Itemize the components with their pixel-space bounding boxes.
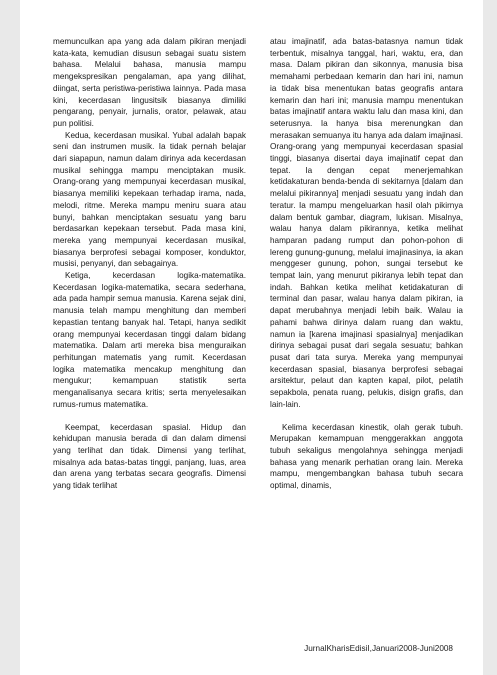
paragraph-logical-mathematical: Ketiga, kecerdasan logika-matematika. Kecerdasan logika-matematika, secara sederhana, ada pada hampir semua manusia. Karena sejak dini, manusia telah mampu menghitung dan memberi kepastian tentang banyak hal. Tetapi, hanya sedikit orang mempunyai kecerdasan tinggi dalam bidang matematika. Dalam arti mereka bisa menguraikan perhitungan matematis yang rumit. Kecerdasan logika matematika mencakup menghitung dan mengukur; kemampuan statistik serta menganalisanya secara kritis; serta menyelesaikan rumus-rumus matematika. [53,271,246,409]
paragraph-kinesthetic: Kelima kecerdasan kinestik, olah gerak tubuh. Merupakan kemampuan menggerakkan anggota tubuh sekaligus mengolahnya sehingga menjadi bahasa yang menarik perhatian orang lain. Mereka mampu, mengembangkan bahasa tubuh secara optimal, dinamis, [270,422,463,491]
paragraph-musical: Kedua, kecerdasan musikal. Yubal adalah bapak seni dan instrumen musik. Ia tidak pernah belajar dari siapapun, namun dalam dirinya ada kecerdasan musikal sehingga mampu menciptakan musik. Orang-orang yang mempunyai kecerdasan musikal, biasanya memiliki kepekaan terhadap irama, nada, melodi, ritme. Mereka mampu meniru suara atau bunyi, bahkan menciptakan sesuatu yang baru berdasarkan kepekaan tersebut. Pada masa kini, mereka yang mempunyai kecerdasan musikal, biasanya berprofesi sebagai komposer, konduktor, musisi, penyanyi, dan sebagainya. [53,130,246,269]
paragraph-linguistic: memunculkan apa yang ada dalam pikiran menjadi kata-kata, kemudian disusun sebagai suatu sistem bahasa. Melalui bahasa, manusia mampu mengekspresikan pengalaman, apa yang dilihat, diingat, serta peristiwa-peristiwa lainnya. Pada masa kini, kecerdasan lingusitsik biasanya dimiliki pengarang, penyair, jurnalis, orator, pelawak, atau pun politisi. [53,37,246,128]
right-column [270,36,463,492]
journal-page [20,0,483,675]
page-footer: JurnalKharisEdisiI,Januari2008-Juni2008 [304,644,453,653]
paragraph-spatial-start: Keempat, kecerdasan spasial. Hidup dan kehidupan manusia berada di dan dalam dimensi yang terlihat dan tidak. Dimensi yang terlihat, misalnya ada batas-batas tinggi, panjang, luas, area dan arena yang terbatas secara geografis. Dimensi yang tidak terlihat [53,422,246,491]
left-column [53,36,246,492]
paragraph-spatial-continued: atau imajinatif, ada batas-batasnya namun tidak terbentuk, misalnya tanggal, hari, waktu, era, dan masa. Dalam pikiran dan sikonnya, manusia bisa memahami perbedaan kemarin dan hari ini, namun ia tidak bisa menentukan batas geografis antara kemarin dan hari ini; manusia mampu menentukan batas imajinatif antara waktu lalu dan masa kini, dan seterusnya. Ia hanya bisa merenungkan dan merasakan semuanya itu hanya ada dalam imajinasi. Orang-orang yang mempunyai kecerdasan spasial tinggi, biasanya disertai daya imajinatif cepat dan tepat. Ia dengan cepat menerjemahkan ketidakaturan benda-benda di sekitarnya [dalam dan melalui pikirannya] menjadi sesuatu yang indah dan teratur. Ia mampu mengeluarkan hasil olah pikirnya dalam bentuk gambar, diagram, lukisan. Misalnya, walau hanya dalam pikirannya, ketika melihat hamparan padang rumput dan pohon-pohon di lereng gunung-gunung, melalui imajinasinya, ia akan menggeser gunung, pohon, sungai tersebut ke tempat lain, yang menurut pikiranya lebih tepat dan indah. Bahkan ketika melihat ketidakaturan di terminal dan pasar, walau hanya dalam pikiran, ia dapat merubahnya menjadi lebih baik. Walau ia pahami bahwa dirinya dalam ruang dan waktu, namun ia [karena imajinasi spasialnya] menjadikan dirinya sebagai pusat dari segala sesuatu; bahkan pusat dari tata surya. Mereka yang mempunyai kecerdasan spasial, biasanya berprofesi sebagai arsitektur, pelaut dan kapten kapal, pilot, pelatih sepakbola, penata ruang, pelukis, disign grafis, dan lain-lain. [270,37,463,409]
